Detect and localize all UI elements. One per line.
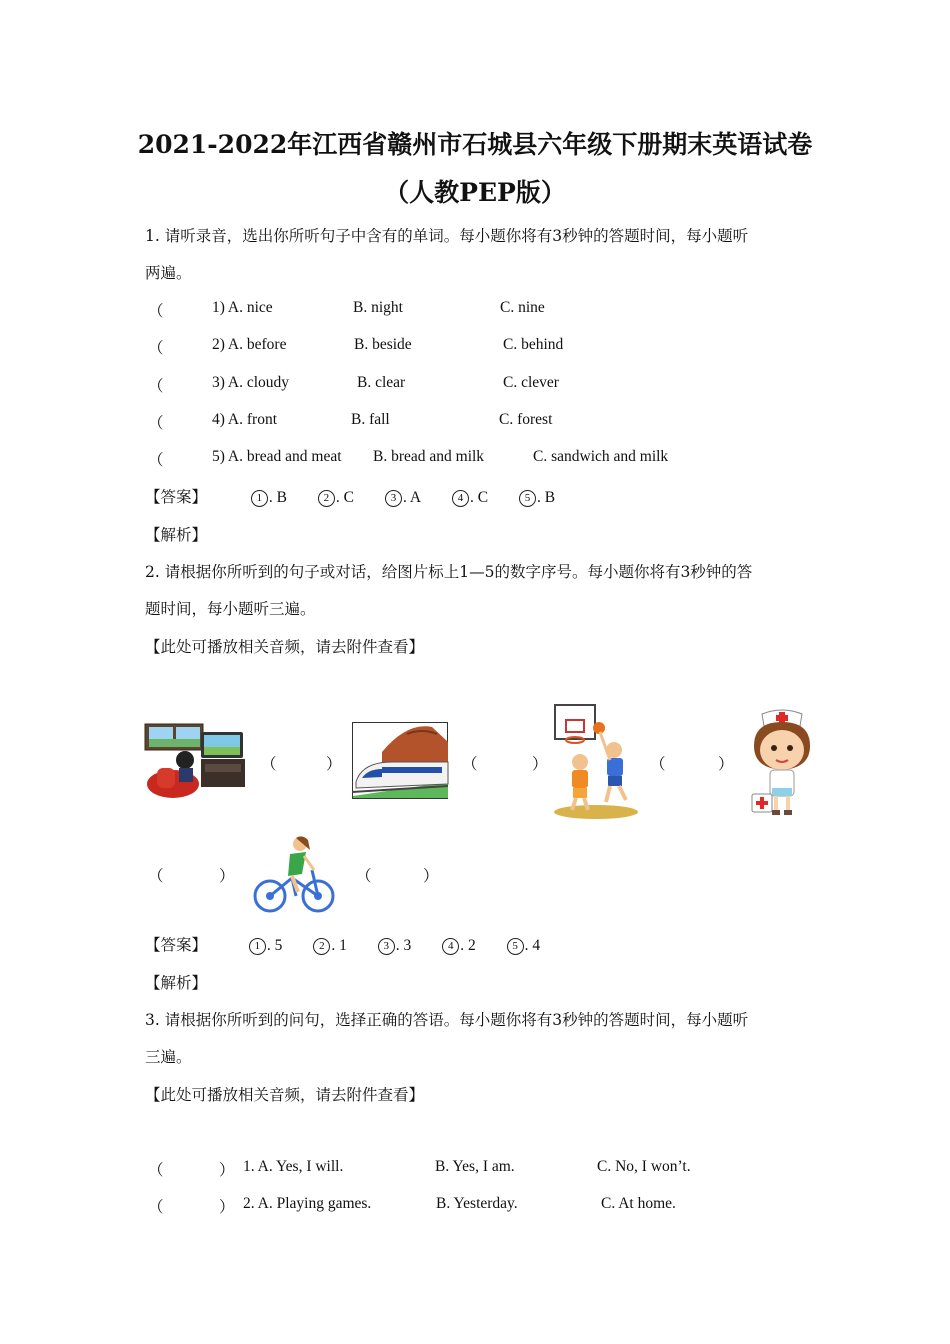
q3-stem-line2: 三遍。 — [145, 1048, 192, 1066]
answer-paren-open[interactable]: （ — [462, 755, 478, 773]
answer-paren-close: ） — [532, 755, 548, 773]
option-a: 2) A. before — [212, 336, 287, 353]
answer-item: 2 . C — [318, 489, 354, 506]
answer-paren-close: ） — [423, 867, 439, 885]
answer-paren[interactable]: （ — [148, 302, 164, 320]
option-a: 4) A. front — [212, 411, 278, 428]
train-picture — [352, 722, 449, 800]
answer-item: 5 . B — [519, 489, 555, 506]
answer-paren-close: ） — [219, 1161, 235, 1179]
answer-paren-close: ） — [326, 755, 342, 773]
option-c: C. behind — [503, 336, 564, 353]
answer-item: 1 . 5 — [249, 937, 283, 954]
answer-paren-open[interactable]: （ — [148, 1161, 164, 1179]
option-a: 5) A. bread and meat — [212, 448, 342, 465]
q2-answer-line — [145, 933, 566, 955]
option-b: B. Yesterday. — [436, 1195, 518, 1212]
q2-stem-line1: 2. 请根据你所听到的句子或对话，给图片标上1—5的数字序号。每小题你将有3秒钟的答 — [145, 563, 753, 581]
option-c: C. At home. — [601, 1195, 676, 1212]
option-b: B. clear — [357, 374, 406, 391]
answer-item: 4 . 2 — [442, 937, 476, 954]
option-b: B. beside — [354, 336, 412, 353]
option-a: 1. A. Yes, I will. — [243, 1158, 344, 1175]
option-a: 2. A. Playing games. — [243, 1195, 372, 1212]
option-c: C. sandwich and milk — [533, 448, 669, 465]
answer-item: 2 . 1 — [313, 937, 347, 954]
option-a: 3) A. cloudy — [212, 374, 290, 391]
answer-item: 4 . C — [452, 489, 488, 506]
q1-stem-line1: 1. 请听录音，选出你所听句子中含有的单词。每小题你将有3秒钟的答题时间，每小题听 — [145, 227, 749, 245]
answer-item: 3 . 3 — [378, 937, 412, 954]
answer-paren-open[interactable]: （ — [261, 755, 277, 773]
q3-stem-line1: 3. 请根据你所听到的问句，选择正确的答语。每小题你将有3秒钟的答题时间，每小题听 — [145, 1011, 749, 1029]
q1-answer-line — [145, 485, 581, 507]
answer-paren-open[interactable]: （ — [356, 867, 372, 885]
answer-item: 3 . A — [385, 489, 421, 506]
answer-paren[interactable]: （ — [148, 451, 164, 469]
option-c: C. No, I won’t. — [597, 1158, 691, 1175]
answer-item: 1 . B — [251, 489, 287, 506]
q2-audio-note: 【此处可播放相关音频，请去附件查看】 — [145, 638, 425, 656]
option-c: C. clever — [503, 374, 559, 391]
answer-paren-close: ） — [718, 755, 734, 773]
nurse-picture — [748, 706, 816, 818]
answer-paren[interactable]: （ — [148, 414, 164, 432]
tv-watching-picture — [143, 722, 248, 802]
q1-analysis-label: 【解析】 — [145, 526, 208, 544]
answer-paren-open[interactable]: （ — [650, 755, 666, 773]
basketball-picture — [552, 702, 640, 820]
page-subtitle: （人教PEP版） — [384, 178, 566, 207]
option-c: C. forest — [499, 411, 553, 428]
option-b: B. bread and milk — [373, 448, 485, 465]
answer-label: 【答案】 — [145, 936, 208, 954]
option-a: 1) A. nice — [212, 299, 273, 316]
answer-paren[interactable]: （ — [148, 377, 164, 395]
answer-paren-close: ） — [219, 867, 235, 885]
answer-paren-open[interactable]: （ — [148, 1198, 164, 1216]
answer-paren-open[interactable]: （ — [148, 867, 164, 885]
answer-paren[interactable]: （ — [148, 339, 164, 357]
q2-stem-line2: 题时间，每小题听三遍。 — [145, 600, 316, 618]
answer-item: 5 . 4 — [507, 937, 541, 954]
q2-analysis-label: 【解析】 — [145, 974, 208, 992]
answer-paren-close: ） — [219, 1198, 235, 1216]
q1-stem-line2: 两遍。 — [145, 264, 192, 282]
answer-label: 【答案】 — [145, 488, 208, 506]
page-title: 2021-2022年江西省赣州市石城县六年级下册期末英语试卷 — [137, 130, 813, 159]
option-b: B. night — [353, 299, 403, 316]
cycling-picture — [252, 834, 338, 914]
option-c: C. nine — [500, 299, 545, 316]
q3-audio-note: 【此处可播放相关音频，请去附件查看】 — [145, 1086, 425, 1104]
option-b: B. fall — [351, 411, 390, 428]
option-b: B. Yes, I am. — [435, 1158, 515, 1175]
